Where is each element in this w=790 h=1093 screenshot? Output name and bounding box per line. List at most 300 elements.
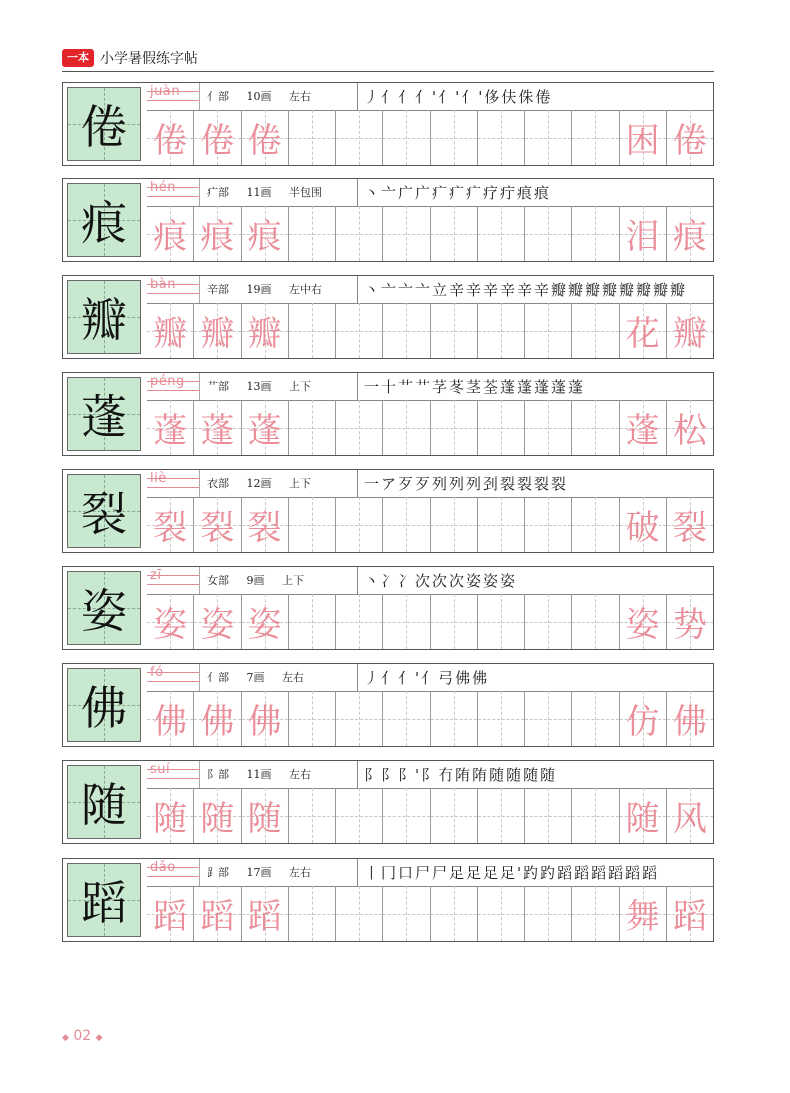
practice-cell[interactable]: [430, 691, 477, 746]
stroke-count: 12画: [246, 477, 272, 490]
main-char: 佛: [81, 681, 127, 735]
main-char-box: [67, 183, 141, 257]
practice-char: 蹈: [247, 897, 282, 937]
practice-cell[interactable]: [619, 788, 666, 843]
practice-cell[interactable]: [524, 110, 571, 165]
practice-cell[interactable]: [619, 303, 666, 358]
stroke-order: 丿亻亻'亻弓佛佛: [364, 669, 490, 687]
stroke-order-area: [357, 761, 713, 788]
practice-char: [383, 303, 429, 358]
practice-char: [383, 886, 429, 941]
practice-char: [431, 788, 477, 843]
practice-char: [383, 691, 429, 746]
practice-cell[interactable]: [193, 206, 240, 261]
practice-cell[interactable]: [241, 497, 288, 552]
practice-char: 瓣: [200, 314, 235, 354]
stroke-order: 一ア歹歹列列列刭裂裂裂裂: [364, 475, 569, 493]
char-row: [62, 760, 714, 844]
char-info: [147, 179, 713, 207]
stroke-count: 10画: [246, 90, 272, 103]
practice-char: [336, 594, 382, 649]
main-char: 蹈: [81, 876, 127, 930]
structure: 左右: [282, 671, 304, 684]
practice-cell[interactable]: [666, 691, 713, 746]
pinyin-box: [147, 179, 200, 206]
practice-char: [289, 110, 335, 165]
char-info: [147, 567, 713, 595]
practice-char: 痕: [153, 217, 188, 257]
stroke-order: 丿亻亻亻'亻'亻'侈伕侏倦: [364, 88, 553, 106]
practice-cell[interactable]: [241, 400, 288, 455]
practice-char: 泪: [625, 217, 660, 257]
practice-char: 裂: [200, 508, 235, 548]
practice-cell[interactable]: [571, 497, 618, 552]
practice-char: [431, 400, 477, 455]
practice-char: 倦: [200, 121, 235, 161]
practice-char: 随: [153, 799, 188, 839]
radical: 阝部: [207, 768, 229, 781]
char-meta: [207, 766, 325, 782]
practice-char: [478, 206, 524, 261]
pinyin-text: juàn: [150, 84, 181, 99]
practice-char: 风: [672, 799, 707, 839]
practice-cell[interactable]: [193, 497, 240, 552]
practice-cell[interactable]: [382, 110, 429, 165]
stroke-order-area: [357, 859, 713, 886]
practice-char: [289, 886, 335, 941]
stroke-order-area: [357, 373, 713, 400]
practice-grid: [147, 788, 713, 843]
practice-cell[interactable]: [241, 886, 288, 941]
main-char: 倦: [81, 100, 127, 154]
practice-char: [289, 691, 335, 746]
practice-char: 姿: [153, 605, 188, 645]
stroke-order-area: [357, 470, 713, 497]
practice-cell[interactable]: [571, 788, 618, 843]
practice-cell[interactable]: [524, 691, 571, 746]
practice-char: [289, 594, 335, 649]
practice-cell[interactable]: [193, 400, 240, 455]
practice-cell[interactable]: [430, 497, 477, 552]
practice-char: 裂: [247, 508, 282, 548]
practice-grid: [147, 886, 713, 941]
practice-cell[interactable]: [382, 594, 429, 649]
char-row: [62, 178, 714, 262]
practice-char: [572, 206, 618, 261]
pinyin-text: suí: [150, 762, 171, 777]
practice-char: [289, 788, 335, 843]
practice-cell[interactable]: [288, 594, 335, 649]
practice-char: [431, 886, 477, 941]
pinyin-text: fó: [150, 665, 164, 680]
pinyin-box: [147, 664, 200, 691]
practice-cell[interactable]: [147, 497, 193, 552]
practice-cell[interactable]: [382, 886, 429, 941]
practice-char: [478, 594, 524, 649]
practice-cell[interactable]: [477, 691, 524, 746]
pinyin-box: [147, 567, 200, 594]
practice-char: [572, 400, 618, 455]
main-char: 痕: [81, 196, 127, 250]
practice-cell[interactable]: [241, 110, 288, 165]
stroke-order: 丨冂口尸尸足足足足'趵趵蹈蹈蹈蹈蹈蹈: [364, 864, 660, 882]
practice-cell[interactable]: [193, 691, 240, 746]
practice-char: [289, 206, 335, 261]
practice-cell[interactable]: [430, 788, 477, 843]
practice-char: [525, 788, 571, 843]
practice-grid: [147, 206, 713, 261]
practice-char: 破: [625, 508, 660, 548]
stroke-order-area: [357, 276, 713, 303]
practice-char: [478, 497, 524, 552]
page-number: ◆ 02 ◆: [62, 1028, 103, 1044]
main-char-box: [67, 280, 141, 354]
practice-cell[interactable]: [193, 110, 240, 165]
radical: 女部: [207, 574, 229, 587]
practice-cell[interactable]: [241, 303, 288, 358]
stroke-order-area: [357, 664, 713, 691]
practice-char: [289, 400, 335, 455]
practice-char: [525, 110, 571, 165]
main-char-box: [67, 863, 141, 937]
header-divider: [62, 71, 714, 72]
main-char: 姿: [81, 584, 127, 638]
practice-char: [431, 594, 477, 649]
practice-char: [431, 206, 477, 261]
practice-cell[interactable]: [288, 691, 335, 746]
radical: 衣部: [207, 477, 229, 490]
structure: 上下: [289, 477, 311, 490]
practice-char: [478, 691, 524, 746]
practice-cell[interactable]: [382, 497, 429, 552]
practice-cell[interactable]: [571, 400, 618, 455]
practice-char: 瓣: [247, 314, 282, 354]
practice-char: 蓬: [625, 411, 660, 451]
main-char-box: [67, 377, 141, 451]
practice-char: [478, 788, 524, 843]
practice-cell[interactable]: [382, 400, 429, 455]
practice-char: [383, 594, 429, 649]
practice-cell[interactable]: [524, 400, 571, 455]
practice-cell[interactable]: [288, 497, 335, 552]
practice-char: [525, 594, 571, 649]
pinyin-text: hén: [150, 180, 176, 195]
practice-cell[interactable]: [288, 110, 335, 165]
practice-char: 蓬: [200, 411, 235, 451]
structure: 上下: [289, 380, 311, 393]
practice-cell[interactable]: [524, 594, 571, 649]
practice-cell[interactable]: [382, 691, 429, 746]
main-char: 随: [81, 778, 127, 832]
practice-char: 佛: [672, 702, 707, 742]
pinyin-box: [147, 83, 200, 110]
pinyin-box: [147, 761, 200, 788]
practice-char: [431, 110, 477, 165]
practice-cell[interactable]: [335, 303, 382, 358]
practice-cell[interactable]: [477, 594, 524, 649]
practice-cell[interactable]: [147, 400, 193, 455]
practice-grid: [147, 400, 713, 455]
char-row: [62, 469, 714, 553]
char-meta: [207, 475, 325, 491]
char-row: [62, 858, 714, 942]
radical: 艹部: [207, 380, 229, 393]
char-row: [62, 82, 714, 166]
practice-cell[interactable]: [241, 594, 288, 649]
practice-char: 姿: [247, 605, 282, 645]
practice-char: [383, 788, 429, 843]
stroke-count: 11画: [246, 186, 272, 199]
practice-cell[interactable]: [619, 206, 666, 261]
practice-cell[interactable]: [241, 206, 288, 261]
practice-char: 佛: [247, 702, 282, 742]
practice-cell[interactable]: [619, 886, 666, 941]
practice-char: 裂: [153, 508, 188, 548]
main-char: 蓬: [81, 390, 127, 444]
practice-cell[interactable]: [288, 886, 335, 941]
practice-cell[interactable]: [619, 110, 666, 165]
practice-cell[interactable]: [147, 886, 193, 941]
pinyin-text: zī: [150, 568, 162, 583]
practice-char: [383, 206, 429, 261]
practice-char: [478, 303, 524, 358]
practice-char: [572, 886, 618, 941]
practice-cell[interactable]: [619, 497, 666, 552]
practice-char: [431, 691, 477, 746]
practice-cell[interactable]: [477, 497, 524, 552]
practice-cell[interactable]: [666, 206, 713, 261]
practice-char: 倦: [672, 121, 707, 161]
practice-cell[interactable]: [477, 303, 524, 358]
page-header: [62, 48, 198, 68]
stroke-count: 17画: [246, 866, 272, 879]
practice-char: [336, 110, 382, 165]
stroke-order: 阝阝阝'阝冇陏陏随随随随: [364, 766, 558, 784]
practice-char: 瓣: [672, 314, 707, 354]
char-meta: [207, 88, 325, 104]
practice-char: [336, 497, 382, 552]
practice-cell[interactable]: [147, 110, 193, 165]
main-char: 瓣: [81, 293, 127, 347]
practice-cell[interactable]: [666, 400, 713, 455]
practice-cell[interactable]: [193, 303, 240, 358]
practice-cell[interactable]: [382, 303, 429, 358]
practice-char: [572, 110, 618, 165]
brand-badge: 一本: [62, 49, 94, 67]
practice-cell[interactable]: [288, 303, 335, 358]
main-char-box: [67, 474, 141, 548]
practice-cell[interactable]: [524, 886, 571, 941]
char-meta: [207, 669, 318, 685]
practice-char: 裂: [672, 508, 707, 548]
practice-cell[interactable]: [430, 110, 477, 165]
practice-char: 佛: [200, 702, 235, 742]
practice-cell[interactable]: [571, 303, 618, 358]
practice-cell[interactable]: [571, 594, 618, 649]
main-char-box: [67, 668, 141, 742]
practice-char: 蹈: [200, 897, 235, 937]
practice-cell[interactable]: [477, 886, 524, 941]
practice-char: [525, 691, 571, 746]
practice-cell[interactable]: [147, 788, 193, 843]
practice-char: [572, 594, 618, 649]
practice-char: 仿: [625, 702, 660, 742]
practice-char: [572, 788, 618, 843]
practice-grid: [147, 691, 713, 746]
practice-char: 随: [247, 799, 282, 839]
practice-cell[interactable]: [335, 691, 382, 746]
pinyin-box: [147, 859, 200, 886]
practice-char: [289, 497, 335, 552]
practice-cell[interactable]: [335, 886, 382, 941]
practice-char: [572, 691, 618, 746]
practice-cell[interactable]: [382, 788, 429, 843]
practice-cell[interactable]: [335, 110, 382, 165]
practice-cell[interactable]: [335, 206, 382, 261]
practice-cell[interactable]: [619, 400, 666, 455]
structure: 半包围: [289, 186, 322, 199]
practice-cell[interactable]: [477, 788, 524, 843]
practice-cell[interactable]: [193, 594, 240, 649]
practice-char: [525, 400, 571, 455]
practice-cell[interactable]: [382, 206, 429, 261]
practice-cell[interactable]: [430, 400, 477, 455]
practice-cell[interactable]: [335, 497, 382, 552]
practice-cell[interactable]: [666, 594, 713, 649]
practice-char: 蓬: [153, 411, 188, 451]
practice-cell[interactable]: [666, 886, 713, 941]
practice-char: 困: [625, 121, 660, 161]
practice-cell[interactable]: [477, 400, 524, 455]
stroke-count: 13画: [246, 380, 272, 393]
practice-cell[interactable]: [430, 206, 477, 261]
pinyin-box: [147, 276, 200, 303]
practice-char: 倦: [153, 121, 188, 161]
practice-char: [289, 303, 335, 358]
practice-char: 姿: [625, 605, 660, 645]
practice-char: [525, 303, 571, 358]
main-char-box: [67, 87, 141, 161]
pinyin-text: péng: [150, 374, 185, 389]
practice-char: 松: [672, 411, 707, 451]
practice-char: [572, 303, 618, 358]
practice-cell[interactable]: [524, 497, 571, 552]
stroke-order: 丶冫冫次次次姿姿姿: [364, 572, 518, 590]
char-meta: [207, 281, 336, 297]
practice-char: [431, 497, 477, 552]
practice-cell[interactable]: [335, 788, 382, 843]
practice-cell[interactable]: [147, 206, 193, 261]
practice-cell[interactable]: [619, 594, 666, 649]
practice-char: [336, 788, 382, 843]
practice-char: 舞: [625, 897, 660, 937]
practice-cell[interactable]: [666, 303, 713, 358]
practice-cell[interactable]: [571, 110, 618, 165]
stroke-count: 7画: [246, 671, 265, 684]
practice-cell[interactable]: [288, 788, 335, 843]
practice-char: [383, 400, 429, 455]
practice-cell[interactable]: [241, 788, 288, 843]
practice-cell[interactable]: [571, 886, 618, 941]
practice-char: [336, 400, 382, 455]
practice-cell[interactable]: [524, 788, 571, 843]
practice-char: 瓣: [153, 314, 188, 354]
page-title: 小学暑假练字帖: [100, 51, 198, 67]
practice-char: 倦: [247, 121, 282, 161]
practice-grid: [147, 110, 713, 165]
practice-char: [478, 110, 524, 165]
practice-cell[interactable]: [147, 691, 193, 746]
practice-char: [383, 110, 429, 165]
practice-cell[interactable]: [524, 206, 571, 261]
practice-cell[interactable]: [524, 303, 571, 358]
practice-char: [572, 497, 618, 552]
practice-cell[interactable]: [147, 303, 193, 358]
practice-cell[interactable]: [571, 691, 618, 746]
practice-cell[interactable]: [430, 594, 477, 649]
char-row: [62, 663, 714, 747]
practice-cell[interactable]: [666, 497, 713, 552]
stroke-order-area: [357, 83, 713, 110]
stroke-order: 一十艹艹芓苳茎荃蓬蓬蓬蓬蓬: [364, 378, 586, 396]
pinyin-text: dǎo: [150, 860, 176, 875]
radical: ⻊部: [207, 866, 229, 879]
char-meta: [207, 864, 325, 880]
char-meta: [207, 572, 318, 588]
practice-char: [383, 497, 429, 552]
char-info: [147, 276, 713, 304]
practice-cell[interactable]: [147, 594, 193, 649]
practice-char: [336, 886, 382, 941]
stroke-count: 19画: [246, 283, 272, 296]
pinyin-box: [147, 470, 200, 497]
practice-cell[interactable]: [288, 206, 335, 261]
practice-cell[interactable]: [335, 400, 382, 455]
practice-char: [478, 400, 524, 455]
practice-char: 随: [625, 799, 660, 839]
radical: 亻部: [207, 671, 229, 684]
practice-cell[interactable]: [193, 886, 240, 941]
practice-cell[interactable]: [430, 886, 477, 941]
stroke-count: 11画: [246, 768, 272, 781]
stroke-order: 丶亠亠亠立辛辛辛辛辛辛瓣瓣瓣瓣瓣瓣瓣瓣: [364, 281, 688, 299]
practice-cell[interactable]: [288, 400, 335, 455]
pinyin-text: liè: [150, 471, 167, 486]
practice-cell[interactable]: [619, 691, 666, 746]
practice-cell[interactable]: [666, 788, 713, 843]
practice-grid: [147, 303, 713, 358]
practice-char: 蹈: [672, 897, 707, 937]
practice-cell[interactable]: [477, 206, 524, 261]
practice-cell[interactable]: [241, 691, 288, 746]
structure: 左右: [289, 90, 311, 103]
practice-char: 势: [672, 605, 707, 645]
char-meta: [207, 184, 336, 200]
practice-cell[interactable]: [335, 594, 382, 649]
practice-cell[interactable]: [430, 303, 477, 358]
radical: 疒部: [207, 186, 229, 199]
practice-cell[interactable]: [193, 788, 240, 843]
main-char-box: [67, 571, 141, 645]
practice-char: [431, 303, 477, 358]
char-meta: [207, 378, 325, 394]
practice-cell[interactable]: [666, 110, 713, 165]
practice-char: [336, 206, 382, 261]
pinyin-text: bàn: [150, 277, 176, 292]
char-row: [62, 372, 714, 456]
practice-cell[interactable]: [477, 110, 524, 165]
practice-cell[interactable]: [571, 206, 618, 261]
